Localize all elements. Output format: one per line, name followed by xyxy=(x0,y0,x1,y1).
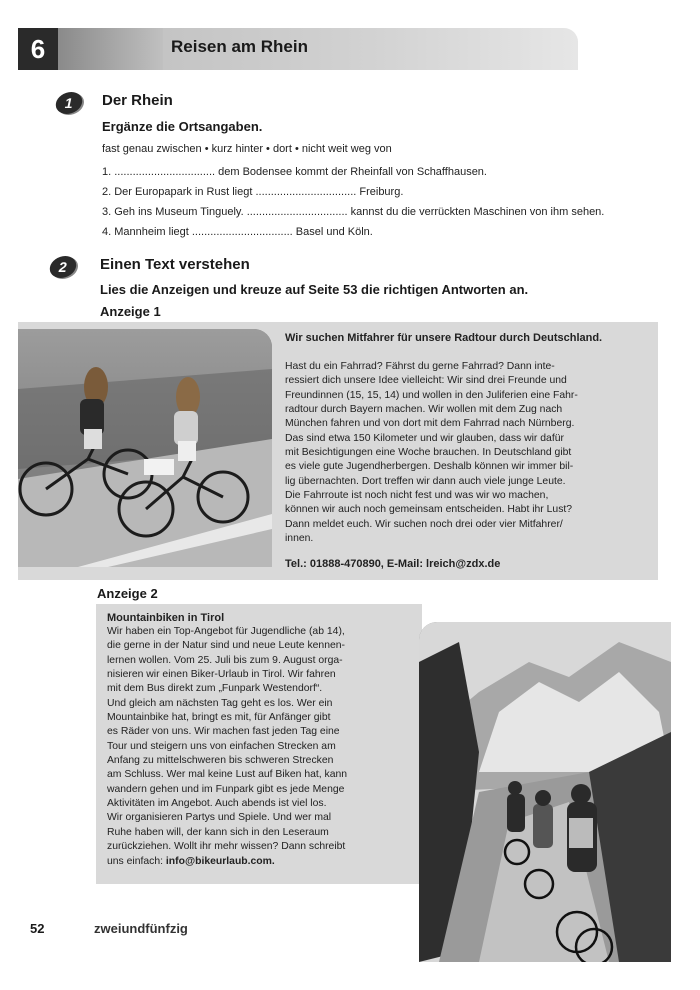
mountain-bikers-photo xyxy=(419,622,671,962)
chapter-number: 6 xyxy=(18,28,58,70)
ad-1-body: Hast du ein Fahrrad? Fährst du gerne Fahrrad? Dann inte- ressiert dich unsere Idee vielleicht: Wir sind drei Freunde und Freundinnen (15, 15, 14) und wollen in den Juliferien eine Fahr- radtour durch Bayern machen. Wir wollen mit dem Zug nach München fahren und von dort mit dem Fahrrad nach Nürnberg. Das sind etwa 150 Kilometer und wir glauben, dass wir dafür mit Besichtigungen eine Woche brauchen. In Deutschland gibt es viele gute Jugendherbergen. Deshalb können wir immer bil- lig übernachten. Dort treffen wir dann auch viele junge Leute. Die Fahrroute ist noch nicht fest und was wir wo machen, können wir auch noch gemeinsam entscheiden. Habt ihr Lust? Dann meldet euch. Wir suchen noch drei oder vier Mitfahrer/ innen. xyxy=(285,361,578,545)
ad-2-body: Wir haben ein Top-Angebot für Jugendliche (ab 14), die gerne in der Natur sind und neue Leute kennen- lernen wollen. Vom 25. Juli bis zum 9. August orga- nisieren wir einen Biker-Urlaub in Tirol. Wir fahren mit dem Bus direkt zum „Funpark Westendorf“. Und gleich am nächsten Tag geht es los. Wer ein Mountainbike hat, bringt es mit, für Anfänger gibt es Räder von uns. Wir machen fast jeden Tag eine Tour und steigern uns von einfachen Strecken am Anfang zu mittelschweren bis schweren Strecken am Schluss. Wer mal keine Lust auf Biken hat, kann wandern gehen und im Funpark gibt es jede Menge Aktivitäten im Angebot. Auch abends ist viel los. Wir organisieren Partys und Spiele. Und wer mal Ruhe haben will, der kann sich in den Leseraum zurückziehen. Wollt ihr mehr wissen? Dann schreibt uns einfach: info@bikeurlaub.com. xyxy=(107,626,348,867)
exercise-2-badge: 2 xyxy=(48,256,79,278)
ad-2-heading: Mountainbiken in Tirol xyxy=(107,612,225,624)
chapter-header xyxy=(18,28,578,70)
exercise-1-badge: 1 xyxy=(54,92,85,114)
exercise-1-item: 2. Der Europapark in Rust liegt ................................. Freiburg. xyxy=(102,186,404,198)
ad-1-label: Anzeige 1 xyxy=(100,304,161,319)
exercise-2-title: Einen Text verstehen xyxy=(100,256,250,273)
exercise-1-options: fast genau zwischen • kurz hinter • dort • nicht weit weg von xyxy=(102,143,392,155)
cycling-girls-photo xyxy=(18,329,272,567)
ad-1-contact: Tel.: 01888-470890, E-Mail: lreich@zdx.de xyxy=(285,558,501,570)
exercise-1-item: 4. Mannheim liegt ................................. Basel und Köln. xyxy=(102,226,373,238)
page-number: 52 xyxy=(30,921,45,936)
exercise-1-item: 1. ................................. dem Bodensee kommt der Rheinfall von Schaffhausen. xyxy=(102,166,487,178)
chapter-title: Reisen am Rhein xyxy=(171,37,308,56)
ad-2-label: Anzeige 2 xyxy=(97,586,158,601)
exercise-1-item: 3. Geh ins Museum Tinguely. ................................. kannst du die verrückten Maschinen von ihm sehen. xyxy=(102,206,605,218)
exercise-1-title: Der Rhein xyxy=(102,92,173,109)
ad-2-email: info@bikeurlaub.com. xyxy=(165,855,275,867)
exercise-2-instruction: Lies die Anzeigen und kreuze auf Seite 53 die richtigen Antworten an. xyxy=(100,282,529,297)
ad-1-heading: Wir suchen Mitfahrer für unsere Radtour durch Deutschland. xyxy=(285,332,603,344)
header-bar xyxy=(58,28,578,70)
exercise-1-instruction: Ergänze die Ortsangaben. xyxy=(102,119,263,134)
page-number-word: zweiundfünfzig xyxy=(94,921,188,936)
